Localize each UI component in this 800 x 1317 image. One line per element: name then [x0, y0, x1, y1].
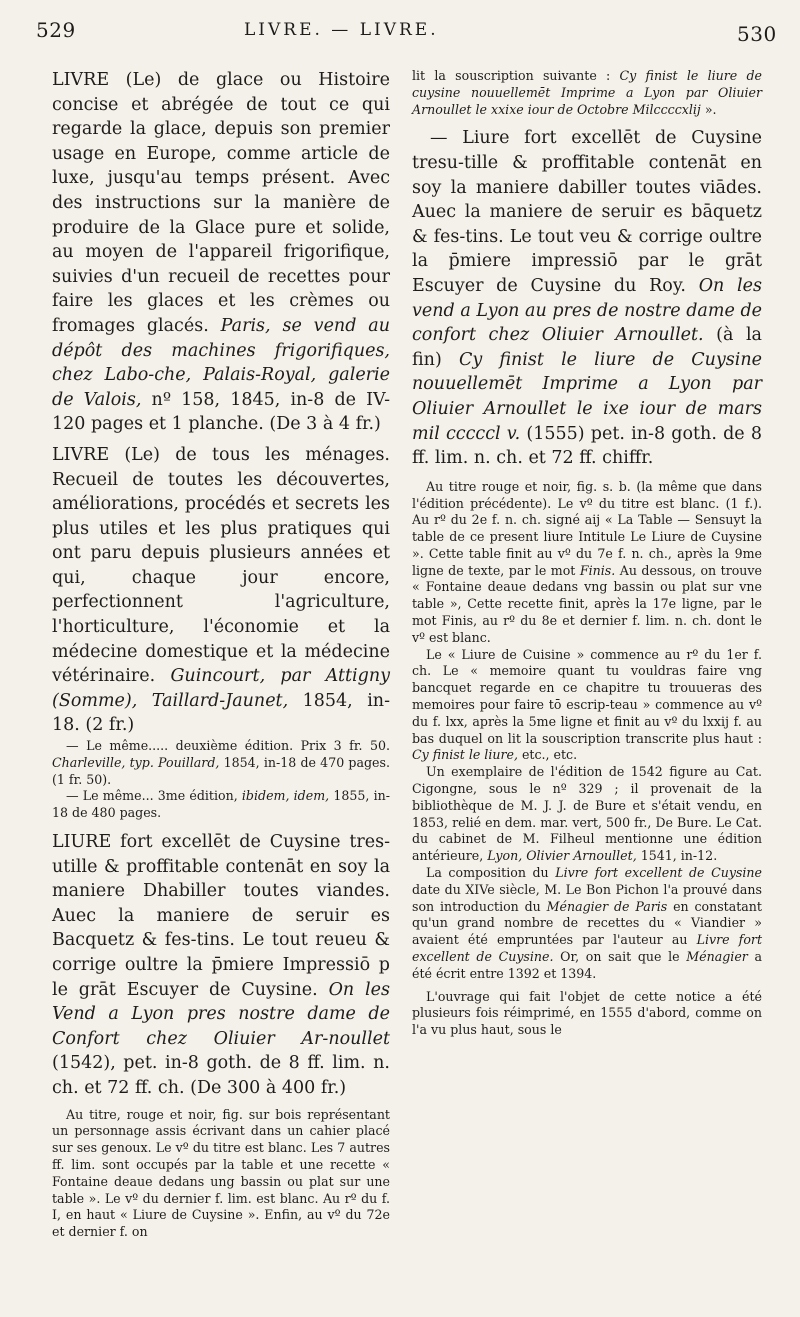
note-liure-de-cuisine: Le « Liure de Cuisine » commence au rº du 1er f. ch. Le « memoire quant tu vouldras faire vng bancquet regarde en ce chapitre tu trouueras des memoires pour faire tō escrip-teau » commence au vº du f. lxx, après la 5me ligne et finit au vº du lxxij f. au bas duquel on lit la souscription transcrite plus haut : Cy finist le liure, etc., etc. — [412, 646, 762, 763]
entry-livre-des-menages: LIVRE (Le) de tous les ménages. Recueil de toutes les découvertes, améliorations, procédés et secrets les plus utiles et les plus pratiques qui ont paru depuis plusieurs années et qui, chaque jour encore, perfectionnent l'agriculture, l'horticulture, l'économie et la médecine domestique et la médecine vétérinaire. Guincourt, par Attigny (Somme), Taillard-Jaunet, 1854, in-18. (2 fr.) — [52, 444, 390, 736]
entry-liure-1555: — Liure fort excellēt de Cuysine tresu-tille & proffitable contenāt en soy la maniere dabiller toutes viādes. Auec la maniere de seruir es bāquetz & fes-tins. Le tout veu & corrige oultre la p̄miere impressiō par le grāt Escuyer de Cuysine du Roy. On les vend a Lyon au pres de nostre dame de confort chez Oliuier Arnoullet. (à la fin) Cy finist le liure de Cuysine nouuellemēt Imprime a Lyon par Oliuier Arnoullet le ixe iour de mars mil cccccl v. (1555) pet. in-8 goth. de 8 ff. lim. n. ch. et 72 ff. chiffr. — [412, 128, 762, 469]
entry-note-third-edition: — Le même... 3me édition, ibidem, idem, 1855, in-18 de 480 pages. — [52, 788, 390, 821]
entry-livre-de-glace: LIVRE (Le) de glace ou Histoire concise et abrégée de tout ce qui regarde la glace, depuis son premier usage en Europe, comme article de luxe, jusqu'au temps présent. Avec des instructions sur la manière de produire de la Glace pure et solide, au moyen de l'appareil frigorifique, suivies d'un recueil de recettes pour faire les glaces et les crèmes ou fromages glacés. Paris, se vend au dépôt des machines frigorifiques, chez Labo-che, Palais-Royal, galerie de Valois, nº 158, 1845, in-8 de IV-120 pages et 1 planche. (De 3 à 4 fr.) — [52, 70, 390, 435]
note-composition: La composition du Livre fort excellent de Cuysine date du XIVe siècle, M. Le Bon Pichon l'a prouvé dans son introduction du Ménagier de Paris en constatant qu'un grand nombre de recettes du « Viandier » avaient été empruntées par l'auteur au Livre fort excellent de Cuysine. Or, on sait que le Ménagier a été écrit entre 1392 et 1394. — [412, 865, 763, 981]
entry-description-note: Au titre, rouge et noir, fig. sur bois représentant un personnage assis écrivant dans un cahier placé sur ses genoux. Le vº du titre est blanc. Les 7 autres ff. lim. sont occupés par la table et une recette « Fontaine deaue dedans ung bassin ou plat sur une table ». Le vº du dernier f. lim. est blanc. Au rº du f. I, en haut « Liure de Cuysine ». Enfin, au vº du 72e et dernier f. on — [52, 1106, 390, 1240]
running-head: LIVRE. — LIVRE. — [244, 20, 439, 40]
note-exemplaire: Un exemplaire de l'édition de 1542 figure au Cat. Cigongne, sous le nº 329 ; il provenait de la bibliothèque de M. J. J. de Bure et s'était vendu, en 1853, relié en dem. mar. vert, 500 fr., De Bure. Le Cat. du cabinet de M. Filheul mentionne une édition antérieure, Lyon, Olivier Arnoullet, 1541, in-12. — [412, 764, 762, 864]
right-column — [412, 68, 762, 1039]
left-column — [52, 68, 390, 1241]
note-title-description: Au titre rouge et noir, fig. s. b. (la même que dans l'édition précédente). Le vº du titre est blanc. (1 f.). Au rº du 2e f. n. ch. signé aij « La Table — Sensuyt la table de ce present liure Intitule Le Liure de Cuysine ». Cette table finit au vº du 7e f. n. ch., après la 9me ligne de texte, par le mot Finis. Au dessous, on trouve « Fontaine deaue dedans vng bassin ou plat sur vne table », Cette recette finit, après la 17e ligne, par le mot Finis, au rº du 8e et dernier f. lim. n. ch. dont le vº est blanc. — [412, 478, 762, 645]
page-number-left: 529 — [36, 18, 76, 42]
page-header — [0, 18, 800, 48]
souscription-text: lit la souscription suivante : Cy finist le liure de cuysine nouuellemēt Imprime a Lyon par Oliuier Arnoullet le xxixe iour de Octobre Milccccxlij ». — [412, 68, 762, 117]
entry-note-second-edition: — Le même..... deuxième édition. Prix 3 fr. 50. Charleville, typ. Pouillard, 1854, in-18 de 470 pages. (1 fr. 50). — [52, 738, 390, 787]
entry-liure-fort-excellent: LIURE fort excellēt de Cuysine tres-utille & proffitable contenāt en soy la maniere Dhabiller toutes viandes. Auec la maniere de seruir es Bacquetz & fes-tins. Le tout reueu & corrige oultre la p̄miere Impressiō p le grāt Escuyer de Cuysine. On les Vend a Lyon pres nostre dame de Confort chez Oliuier Ar-noullet (1542), pet. in-8 goth. de 8 ff. lim. n. ch. et 72 ff. ch. (De 300 à 400 fr.) — [52, 832, 390, 1098]
note-reimpression: L'ouvrage qui fait l'objet de cette notice a été plusieurs fois réimprimé, en 1555 d'abord, comme on l'a vu plus haut, sous le — [412, 988, 762, 1038]
page-number-right: 530 — [737, 22, 777, 46]
